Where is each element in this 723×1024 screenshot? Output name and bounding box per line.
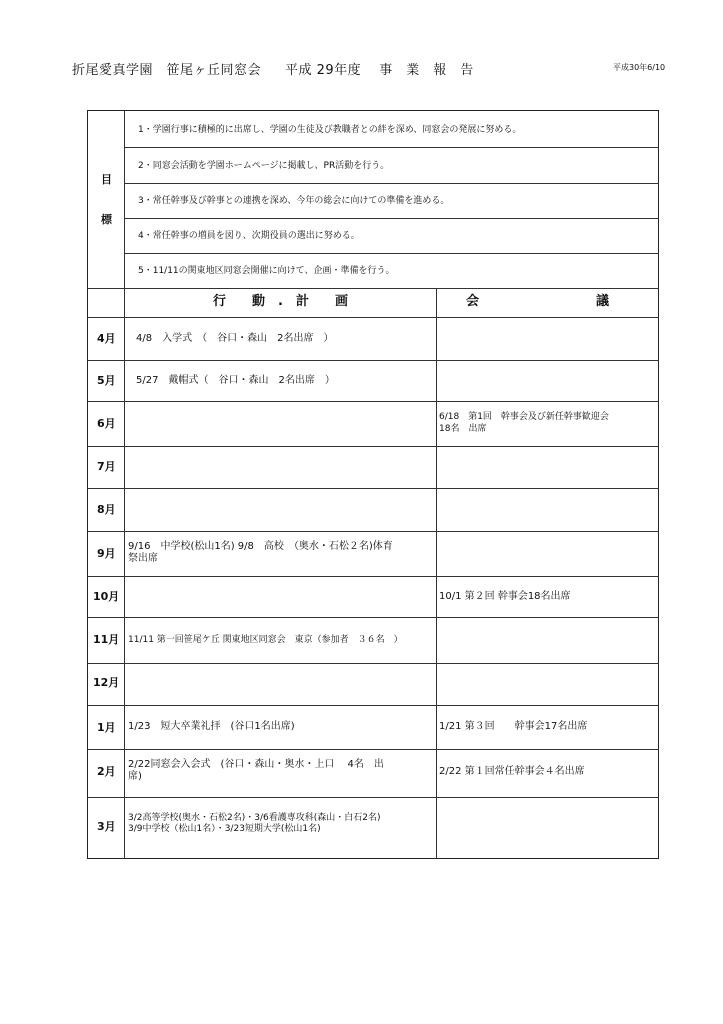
meeting-entry: 2/22 第１回常任幹事会４名出席 xyxy=(439,766,585,777)
month-label: 9月 xyxy=(97,547,116,560)
row-divider xyxy=(88,446,659,447)
row-divider xyxy=(88,705,659,706)
report-table xyxy=(87,110,659,859)
meeting-entry: 1/21 第３回 幹事会17名出席 xyxy=(439,721,588,732)
goal-item: 4・常任幹事の増員を図り、次期役員の選出に努める。 xyxy=(138,231,360,241)
row-divider xyxy=(88,749,659,750)
section-divider xyxy=(88,288,659,289)
action-entry: 4/8 入学式 （ 谷口・森山 2名出席 ） xyxy=(136,333,334,344)
row-divider xyxy=(88,617,659,618)
action-entry: 5/27 戴帽式（ 谷口・森山 2名出席 ） xyxy=(136,375,335,386)
goal-item: 1・学園行事に積極的に出席し、学園の生徒及び教職者との絆を深め、同窓会の発展に努める。 xyxy=(138,125,522,135)
goal-item: 3・常任幹事及び幹事との連携を深め、今年の総会に向けての準備を進める。 xyxy=(138,196,450,206)
action-entry: 11/11 第一回笹尾ケ丘 関東地区同窓会 東京（参加者 ３６名 ） xyxy=(128,635,403,645)
goal-item: 5・11/11の関東地区同窓会開催に向けて、企画・準備を行う。 xyxy=(138,266,395,276)
month-label: 8月 xyxy=(97,503,116,516)
month-label: 11月 xyxy=(93,633,120,646)
goals-label: 目 xyxy=(101,173,112,186)
month-label: 10月 xyxy=(93,590,120,603)
row-divider xyxy=(88,576,659,577)
meeting-column-divider xyxy=(436,288,437,859)
goals-label: 標 xyxy=(101,213,112,226)
action-entry: 2/22同窓会入会式 (谷口・森山・奥水・上口 4名 出 席) xyxy=(128,759,384,782)
organization-name: 折尾愛真学園 笹尾ヶ丘同窓会 xyxy=(72,63,262,78)
meeting-header: 会 議 xyxy=(466,294,610,309)
action-entry: 9/16 中学校(松山1名) 9/8 高校 （奥水・石松２名)体育 祭出席 xyxy=(128,541,393,564)
row-divider xyxy=(88,531,659,532)
meeting-entry: 10/1 第２回 幹事会18名出席 xyxy=(439,591,571,602)
month-label: 1月 xyxy=(97,721,116,734)
month-label: 2月 xyxy=(97,765,116,778)
month-label: 4月 xyxy=(97,332,116,345)
row-divider xyxy=(88,488,659,489)
action-plan-header: 行 動 . 計 画 xyxy=(213,294,348,309)
header-row-divider xyxy=(88,317,659,318)
goal-divider xyxy=(124,218,659,219)
month-label: 5月 xyxy=(97,374,116,387)
month-label: 3月 xyxy=(97,820,116,833)
row-divider xyxy=(88,663,659,664)
goal-divider xyxy=(124,147,659,148)
goal-divider xyxy=(124,253,659,254)
meeting-entry: 6/18 第1回 幹事会及び新任幹事歓迎会 18名 出席 xyxy=(439,412,609,434)
goal-divider xyxy=(124,183,659,184)
report-title: 平成 29年度 事 業 報 告 xyxy=(285,63,474,78)
action-entry: 3/2高等学校(奥水・石松2名)・3/6看護専攻科(森山・白石2名) 3/9中学校（松山1名）・3/23短期大学(松山1名) xyxy=(128,813,381,834)
month-label: 12月 xyxy=(93,676,120,689)
row-divider xyxy=(88,360,659,361)
label-column-divider xyxy=(124,111,125,859)
row-divider xyxy=(88,797,659,798)
goal-item: 2・同窓会活動を学園ホームページに掲載し、PR活動を行う。 xyxy=(138,161,390,171)
month-label: 7月 xyxy=(97,460,116,473)
month-label: 6月 xyxy=(97,417,116,430)
report-date: 平成30年6/10 xyxy=(613,63,666,72)
action-entry: 1/23 短大卒業礼拝 (谷口1名出席) xyxy=(128,721,295,732)
row-divider xyxy=(88,401,659,402)
